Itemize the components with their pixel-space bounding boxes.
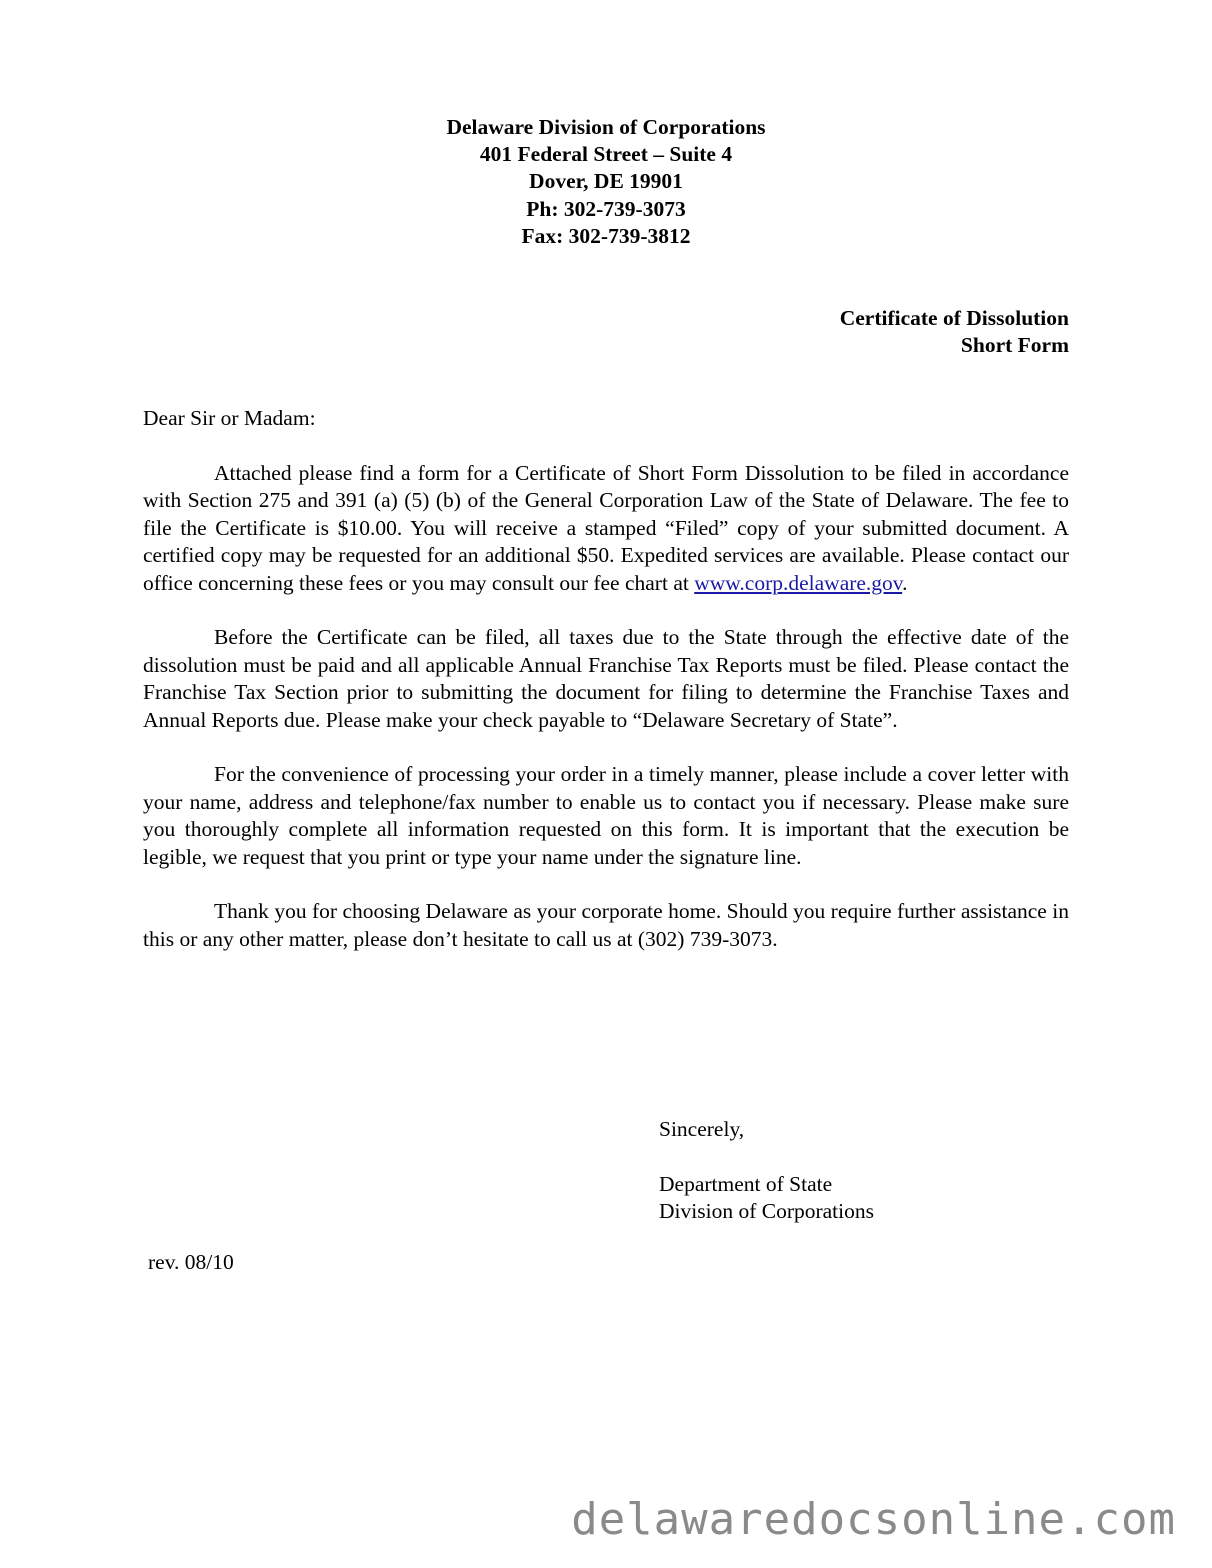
city-state-zip: Dover, DE 19901 [529,169,683,194]
closing-block [659,1116,874,1226]
organization-name: Delaware Division of Corporations [446,115,766,139]
paragraph-taxes: Before the Certificate can be filed, all taxes due to the State through the effective date of the dissolution must be paid and all applicable Annual Franchise Tax Reports must be filed. Please contact the Franchise Tax Section prior to submitting the document for filing to determine the Franchise Taxes and Annual Reports due. Please make your check payable to “Delaware Secretary of State”. [143,625,1069,732]
paragraph-fees-text: Attached please find a form for a Certificate of Short Form Dissolution to be filed in accordance with Section 275 and 391 (a) (5) (b) of the General Corporation Law of the State of Delaware. The fee to file the Certificate is $10.00. You will receive a stamped “Filed” copy of your submitted document. A certified copy may be requested for an additional $50. Expedited services are available. Please contact our office concerning these fees or you may consult our fee chart at [143,461,1069,595]
letterhead [0,114,1212,250]
form-title [840,305,1069,360]
revision-note: rev. 08/10 [148,1250,234,1274]
watermark: delawaredocsonline.com [571,1494,1176,1545]
phone-number: Ph: 302-739-3073 [526,196,686,221]
form-title-line2: Short Form [960,333,1069,358]
salutation: Dear Sir or Madam: [143,406,316,430]
paragraph-fees-end: . [902,570,908,595]
street-address: 401 Federal Street – Suite 4 [479,142,733,167]
paragraph-processing: For the convenience of processing your order in a timely manner, please include a cover letter with your name, address and telephone/fax number to enable us to contact you if necessary. Please make sure you thoroughly complete all information requested on this form. It is important that the execution be legible, we request that you print or type your name under the signature line. [143,762,1069,869]
signer-department: Department of State [659,1171,833,1196]
letter-body [143,460,1069,981]
signer-division: Division of Corporations [659,1199,874,1224]
paragraph-fees [143,460,1069,597]
paragraph-thanks: Thank you for choosing Delaware as your corporate home. Should you require further assistance in this or any other matter, please don’t hesitate to call us at (302) 739-3073. [143,899,1069,951]
corp-website-link[interactable]: www.corp.delaware.gov [694,570,903,595]
form-title-line1: Certificate of Dissolution [839,306,1069,330]
valediction: Sincerely, [659,1117,745,1141]
fax-number: Fax: 302-739-3812 [521,223,691,248]
